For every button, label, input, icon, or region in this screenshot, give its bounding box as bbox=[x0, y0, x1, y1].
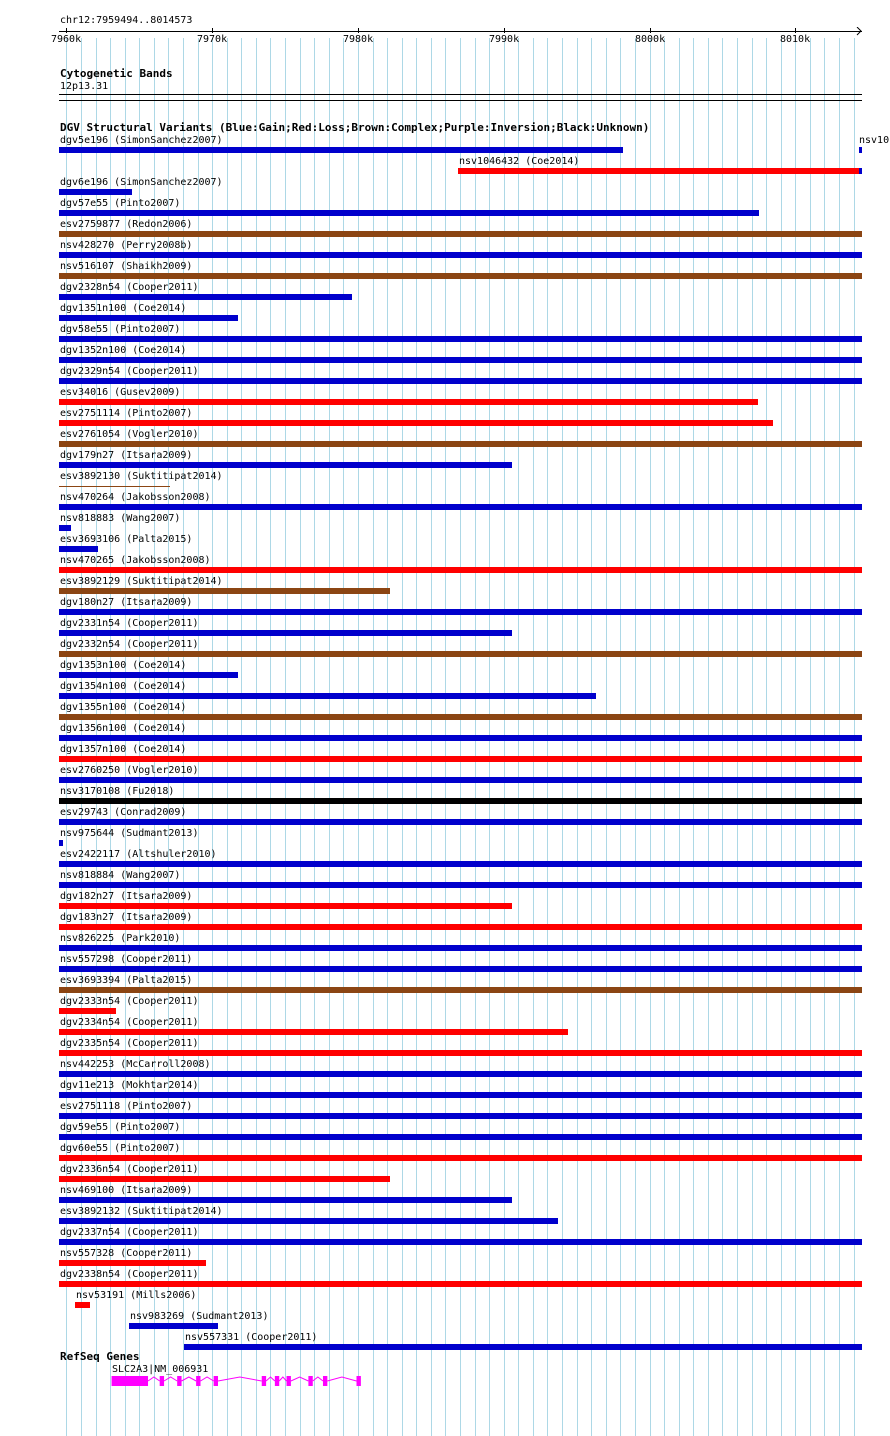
variant-label: dgv60e55 (Pinto2007) bbox=[60, 1143, 181, 1154]
variant-bar[interactable] bbox=[59, 189, 132, 195]
ruler-tick-label: 8010k bbox=[780, 34, 811, 45]
cytoband-upper-line bbox=[59, 94, 862, 95]
variant-bar[interactable] bbox=[59, 441, 862, 447]
variant-bar[interactable] bbox=[59, 777, 862, 783]
variant-label: dgv5e196 (SimonSanchez2007) bbox=[60, 135, 223, 146]
ruler-tick-label: 8000k bbox=[635, 34, 666, 45]
variant-label: nsv3170108 (Fu2018) bbox=[60, 786, 175, 797]
ruler-tick-label: 7980k bbox=[343, 34, 374, 45]
variant-bar[interactable] bbox=[59, 714, 862, 720]
variant-bar[interactable] bbox=[59, 924, 862, 930]
variant-bar[interactable] bbox=[59, 1197, 512, 1203]
variant-bar[interactable] bbox=[859, 168, 862, 174]
gene-intron bbox=[279, 1377, 286, 1381]
variant-label: nsv975644 (Sudmant2013) bbox=[60, 828, 199, 839]
variant-bar[interactable] bbox=[59, 609, 862, 615]
variant-label: dgv2333n54 (Cooper2011) bbox=[60, 996, 199, 1007]
variant-label: dgv11e213 (Mokhtar2014) bbox=[60, 1080, 199, 1091]
variant-bar[interactable] bbox=[59, 252, 862, 258]
gene-intron bbox=[148, 1377, 160, 1381]
variant-label: esv3892132 (Suktitipat2014) bbox=[60, 1206, 223, 1217]
gene-exon bbox=[357, 1376, 361, 1386]
variant-bar[interactable] bbox=[59, 378, 862, 384]
gene-model-slc2a3[interactable] bbox=[0, 1374, 890, 1394]
variant-label: dgv2337n54 (Cooper2011) bbox=[60, 1227, 199, 1238]
ruler-arrow-icon bbox=[856, 27, 866, 37]
variant-bar[interactable] bbox=[59, 486, 170, 487]
variant-label: dgv1356n100 (Coe2014) bbox=[60, 723, 187, 734]
variant-bar[interactable] bbox=[59, 399, 758, 405]
variant-label: nsv818883 (Wang2007) bbox=[60, 513, 181, 524]
refseq-track-title: RefSeq Genes bbox=[60, 1350, 140, 1363]
variant-bar[interactable] bbox=[59, 315, 238, 321]
gene-intron bbox=[182, 1377, 197, 1381]
ruler-tick-label: 7990k bbox=[489, 34, 520, 45]
variant-bar[interactable] bbox=[59, 567, 862, 573]
variant-bar[interactable] bbox=[59, 1218, 558, 1224]
cytoband-lower-line bbox=[59, 100, 862, 101]
gene-intron bbox=[201, 1377, 214, 1381]
cytoband-track-title: Cytogenetic Bands bbox=[60, 67, 173, 80]
ruler-baseline bbox=[59, 31, 862, 32]
variant-label: dgv2338n54 (Cooper2011) bbox=[60, 1269, 199, 1280]
variant-label: dgv2331n54 (Cooper2011) bbox=[60, 618, 199, 629]
variant-bar[interactable] bbox=[59, 651, 862, 657]
cytoband-label: 12p13.31 bbox=[60, 81, 109, 92]
variant-bar[interactable] bbox=[59, 630, 512, 636]
variant-label: dgv1357n100 (Coe2014) bbox=[60, 744, 187, 755]
variant-label: dgv182n27 (Itsara2009) bbox=[60, 891, 193, 902]
variant-label: esv3693394 (Palta2015) bbox=[60, 975, 193, 986]
variant-bar[interactable] bbox=[59, 546, 98, 552]
variant-label: nsv470265 (Jakobsson2008) bbox=[60, 555, 211, 566]
gene-exon bbox=[323, 1376, 327, 1386]
gene-label: SLC2A3|NM_006931 bbox=[112, 1364, 209, 1375]
variant-label: dgv2328n54 (Cooper2011) bbox=[60, 282, 199, 293]
variant-label: esv2751118 (Pinto2007) bbox=[60, 1101, 193, 1112]
variant-label: nsv983269 (Sudmant2013) bbox=[130, 1311, 269, 1322]
variant-label: dgv179n27 (Itsara2009) bbox=[60, 450, 193, 461]
variant-label: nsv557298 (Cooper2011) bbox=[60, 954, 193, 965]
gene-exon bbox=[275, 1376, 279, 1386]
variant-bar[interactable] bbox=[59, 294, 352, 300]
variant-label: nsv442253 (McCarroll2008) bbox=[60, 1059, 211, 1070]
gene-exon bbox=[308, 1376, 312, 1386]
variant-label: esv2422117 (Altshuler2010) bbox=[60, 849, 217, 860]
variant-bar[interactable] bbox=[59, 735, 862, 741]
variant-label: esv2751114 (Pinto2007) bbox=[60, 408, 193, 419]
variant-label: dgv57e55 (Pinto2007) bbox=[60, 198, 181, 209]
variant-label-clipped: nsv10 bbox=[859, 135, 890, 146]
ruler-tick bbox=[358, 28, 359, 33]
variant-bar[interactable] bbox=[59, 1239, 862, 1245]
variant-label: dgv180n27 (Itsara2009) bbox=[60, 597, 193, 608]
variant-label: esv29743 (Conrad2009) bbox=[60, 807, 187, 818]
variant-label: esv3693106 (Palta2015) bbox=[60, 534, 193, 545]
gene-intron bbox=[266, 1377, 275, 1381]
variant-bar[interactable] bbox=[59, 693, 596, 699]
variant-bar[interactable] bbox=[75, 1302, 90, 1308]
variant-bar[interactable] bbox=[59, 147, 623, 153]
variant-label: nsv818884 (Wang2007) bbox=[60, 870, 181, 881]
variant-bar[interactable] bbox=[59, 420, 773, 426]
variant-bar[interactable] bbox=[59, 945, 862, 951]
ruler-tick-label: 7970k bbox=[197, 34, 228, 45]
variant-bar[interactable] bbox=[59, 1008, 116, 1014]
variant-label: nsv826225 (Park2010) bbox=[60, 933, 181, 944]
variant-bar[interactable] bbox=[59, 1134, 862, 1140]
variant-bar[interactable] bbox=[59, 1260, 206, 1266]
variant-bar[interactable] bbox=[59, 1029, 568, 1035]
ruler-tick bbox=[66, 28, 67, 33]
variant-label: esv2759877 (Redon2006) bbox=[60, 219, 193, 230]
gene-intron bbox=[313, 1377, 323, 1381]
gene-exon bbox=[196, 1376, 200, 1386]
variant-label: nsv470264 (Jakobsson2008) bbox=[60, 492, 211, 503]
variant-bar[interactable] bbox=[59, 462, 512, 468]
gene-intron bbox=[164, 1377, 177, 1381]
variant-label: dgv1351n100 (Coe2014) bbox=[60, 303, 187, 314]
variant-bar[interactable] bbox=[59, 1092, 862, 1098]
variant-label: dgv1353n100 (Coe2014) bbox=[60, 660, 187, 671]
variant-bar[interactable] bbox=[59, 336, 862, 342]
variant-bar[interactable] bbox=[59, 672, 238, 678]
variant-label: esv34016 (Gusev2009) bbox=[60, 387, 181, 398]
variant-bar[interactable] bbox=[59, 987, 862, 993]
variant-bar[interactable] bbox=[59, 357, 862, 363]
variant-bar[interactable] bbox=[59, 840, 63, 846]
variant-label: dgv2335n54 (Cooper2011) bbox=[60, 1038, 199, 1049]
variant-bar[interactable] bbox=[59, 210, 759, 216]
variant-label: nsv53191 (Mills2006) bbox=[76, 1290, 197, 1301]
gene-exon bbox=[262, 1376, 266, 1386]
variant-label: nsv557331 (Cooper2011) bbox=[185, 1332, 318, 1343]
gene-intron bbox=[291, 1377, 308, 1381]
gene-exon bbox=[287, 1376, 291, 1386]
variant-label: nsv557328 (Cooper2011) bbox=[60, 1248, 193, 1259]
variant-label: dgv2334n54 (Cooper2011) bbox=[60, 1017, 199, 1028]
variant-bar[interactable] bbox=[129, 1323, 218, 1329]
gene-intron bbox=[327, 1377, 356, 1381]
variant-label: esv3892130 (Suktitipat2014) bbox=[60, 471, 223, 482]
variant-label: dgv2329n54 (Cooper2011) bbox=[60, 366, 199, 377]
variant-label: dgv1352n100 (Coe2014) bbox=[60, 345, 187, 356]
variant-bar-clipped[interactable] bbox=[859, 147, 862, 153]
variant-label: dgv1354n100 (Coe2014) bbox=[60, 681, 187, 692]
ruler-tick-label: 7960k bbox=[51, 34, 82, 45]
variant-bar[interactable] bbox=[59, 861, 862, 867]
variant-bar[interactable] bbox=[59, 966, 862, 972]
ruler-tick bbox=[650, 28, 651, 33]
variant-bar[interactable] bbox=[59, 756, 862, 762]
variant-label: dgv1355n100 (Coe2014) bbox=[60, 702, 187, 713]
variant-label: dgv183n27 (Itsara2009) bbox=[60, 912, 193, 923]
variant-bar[interactable] bbox=[59, 819, 862, 825]
variant-bar[interactable] bbox=[59, 903, 512, 909]
gene-exon bbox=[177, 1376, 181, 1386]
gene-exon bbox=[160, 1376, 164, 1386]
coordinates-label: chr12:7959494..8014573 bbox=[60, 15, 193, 26]
variant-label: esv2760250 (Vogler2010) bbox=[60, 765, 199, 776]
variant-label: dgv2336n54 (Cooper2011) bbox=[60, 1164, 199, 1175]
variant-label: nsv516107 (Shaikh2009) bbox=[60, 261, 193, 272]
variant-label: esv3892129 (Suktitipat2014) bbox=[60, 576, 223, 587]
variant-bar[interactable] bbox=[59, 231, 862, 237]
gene-exon bbox=[214, 1376, 218, 1386]
ruler-tick bbox=[504, 28, 505, 33]
variant-bar[interactable] bbox=[59, 273, 862, 279]
variant-bar[interactable] bbox=[59, 1071, 862, 1077]
variant-bar[interactable] bbox=[59, 1155, 862, 1161]
variant-label: nsv1046432 (Coe2014) bbox=[459, 156, 580, 167]
variant-bar[interactable] bbox=[184, 1344, 862, 1350]
variant-label: dgv59e55 (Pinto2007) bbox=[60, 1122, 181, 1133]
dgv-track-title: DGV Structural Variants (Blue:Gain;Red:Loss;Brown:Complex;Purple:Inversion;Black:Unknown) bbox=[60, 121, 650, 134]
gene-exon bbox=[112, 1376, 148, 1386]
variant-label: dgv6e196 (SimonSanchez2007) bbox=[60, 177, 223, 188]
variant-label: dgv2332n54 (Cooper2011) bbox=[60, 639, 199, 650]
variant-bar[interactable] bbox=[59, 1050, 862, 1056]
variant-bar[interactable] bbox=[59, 882, 862, 888]
variant-bar[interactable] bbox=[59, 525, 71, 531]
variant-label: nsv469100 (Itsara2009) bbox=[60, 1185, 193, 1196]
variant-bar[interactable] bbox=[59, 504, 862, 510]
ruler-tick bbox=[795, 28, 796, 33]
variant-bar[interactable] bbox=[59, 798, 862, 804]
variant-label: nsv428270 (Perry2008b) bbox=[60, 240, 193, 251]
gene-intron bbox=[218, 1377, 262, 1381]
variant-bar[interactable] bbox=[59, 588, 390, 594]
variant-label: esv2761054 (Vogler2010) bbox=[60, 429, 199, 440]
variant-bar[interactable] bbox=[458, 168, 862, 174]
variant-bar[interactable] bbox=[59, 1113, 862, 1119]
variant-bar[interactable] bbox=[59, 1176, 390, 1182]
variant-bar[interactable] bbox=[59, 1281, 862, 1287]
variant-label: dgv58e55 (Pinto2007) bbox=[60, 324, 181, 335]
ruler-tick bbox=[212, 28, 213, 33]
